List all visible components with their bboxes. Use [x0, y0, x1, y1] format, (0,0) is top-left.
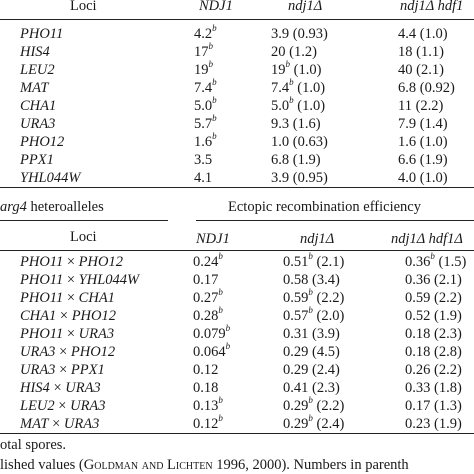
locus-a: URA3 [20, 362, 56, 378]
locus-pair [20, 272, 139, 289]
value: 0.57 [283, 308, 309, 324]
header2-ndj1: NDJ1 [196, 231, 230, 247]
locus-pair [20, 416, 99, 433]
value-ratio: (3.4) [308, 272, 340, 288]
footnote-marker: b [218, 305, 223, 316]
ndj1-delta-value [271, 152, 321, 169]
value-ratio: (2.2) [312, 398, 345, 414]
ndj1-delta-hdf1-efficiency [405, 272, 462, 289]
value: 0.17 [405, 398, 431, 414]
ndj1-delta-value [271, 77, 326, 97]
ndj1-value [194, 131, 217, 151]
locus-b: PHO12 [71, 308, 116, 324]
locus-a: CHA1 [20, 308, 57, 324]
times-sign: × [55, 362, 71, 378]
value-ratio: (3.9) [308, 326, 340, 342]
value: 0.18 [405, 344, 431, 360]
value-ratio: (1.9) [430, 416, 462, 432]
footnote-marker: b [225, 341, 231, 352]
locus-name: MAT [20, 80, 49, 96]
value-ratio: (1.0) [290, 62, 322, 78]
ndj1-delta-value [271, 59, 322, 79]
ndj1-delta-efficiency [283, 413, 345, 433]
times-sign: × [56, 308, 72, 324]
ndj1-value [194, 59, 213, 79]
value: 0.064 [193, 344, 226, 360]
footnote-marker: b [212, 113, 217, 124]
times-sign: × [49, 380, 66, 396]
value: 19 [271, 62, 286, 78]
locus-b: CHA1 [78, 290, 115, 306]
value: 9.3 (1.6) [271, 116, 321, 132]
value-ratio: (2.3) [430, 326, 462, 342]
ndj1-efficiency [193, 251, 223, 271]
value-ratio: (1.3) [430, 398, 462, 414]
value: 0.079 [193, 326, 226, 342]
ndj1-value [194, 152, 212, 169]
locus-a: URA3 [20, 344, 56, 360]
value: 0.18 [193, 380, 219, 396]
times-sign: × [63, 254, 79, 270]
value-ratio: (1.5) [434, 254, 467, 270]
ndj1-delta-efficiency [283, 251, 345, 271]
value: 20 (1.2) [271, 44, 317, 60]
locus-a: HIS4 [20, 380, 50, 396]
value: 6.8 (1.9) [271, 152, 321, 168]
value-ratio: (2.3) [308, 380, 340, 396]
locus-name: PPX1 [20, 152, 54, 168]
locus-a: MAT [20, 416, 49, 432]
value: 0.52 [405, 308, 431, 324]
value: 0.12 [193, 416, 219, 432]
ndj1-delta-hdf1-value: 6.6 (1.9) [398, 152, 448, 168]
ndj1-delta-hdf1-efficiency [405, 290, 462, 307]
footnote-marker: b [308, 251, 313, 262]
locus-pair [20, 380, 101, 397]
value: 1.6 [194, 134, 213, 150]
value: 0.29 [283, 362, 309, 378]
footnote-2-post: 1996, 2000). Numbers in parenth [212, 457, 409, 473]
ndj1-efficiency [193, 323, 231, 343]
footnote-marker: b [289, 77, 294, 88]
value: 0.23 [405, 416, 431, 432]
ndj1-value [194, 23, 217, 43]
header-ndj1-delta-hdf1: ndj1Δ hdf1 [400, 0, 464, 14]
value: 0.13 [193, 398, 219, 414]
ndj1-delta-hdf1-efficiency [405, 344, 462, 361]
value: 0.17 [193, 272, 219, 288]
locus-b: YHL044W [78, 272, 140, 288]
locus-pair [20, 362, 105, 379]
value-ratio: (2.4) [308, 362, 340, 378]
ndj1-delta-hdf1-efficiency [405, 326, 462, 343]
locus-name: YHL044W [20, 170, 81, 186]
times-sign: × [55, 344, 71, 360]
footnote-marker: b [285, 59, 290, 70]
value: 0.12 [193, 362, 219, 378]
value: 0.59 [283, 290, 309, 306]
locus-pair [20, 308, 116, 325]
value: 5.0 [271, 98, 290, 114]
value: 0.24 [193, 254, 219, 270]
value: 4.1 [194, 170, 213, 186]
locus-a: LEU2 [20, 398, 55, 414]
ndj1-value [194, 170, 212, 187]
ndj1-delta-hdf1-value: 18 (1.1) [398, 44, 444, 60]
ndj1-delta-efficiency [283, 362, 340, 379]
ndj1-efficiency [193, 362, 218, 379]
value-ratio: (2.2) [430, 290, 462, 306]
ndj1-delta-hdf1-value: 4.0 (1.0) [398, 170, 448, 186]
footnote-1: otal spores. [0, 437, 67, 453]
ndj1-delta-hdf1-efficiency [405, 416, 462, 433]
header2-rule [0, 250, 474, 251]
footnote-marker: b [308, 395, 313, 406]
value: 0.33 [405, 380, 431, 396]
value: 0.51 [283, 254, 309, 270]
ndj1-delta-hdf1-value: 11 (2.2) [398, 98, 444, 114]
locus-pair [20, 398, 106, 415]
footnote-marker: b [212, 95, 217, 106]
value: 0.41 [283, 380, 309, 396]
times-sign: × [48, 416, 64, 432]
times-sign: × [54, 398, 71, 414]
value-ratio: (1.8) [430, 380, 462, 396]
footnote-marker: b [218, 287, 223, 298]
ectopic-label: Ectopic recombination efficiency [228, 199, 421, 215]
footnote-marker: b [218, 251, 223, 262]
heteroalleles-label-rest: heteroalleles [26, 199, 104, 215]
header-ndj1-delta: ndj1Δ [288, 0, 323, 14]
locus-a: PHO11 [20, 272, 64, 288]
footnote-marker: b [308, 287, 313, 298]
header2-loci: Loci [70, 229, 97, 245]
ndj1-delta-hdf1-efficiency [405, 308, 462, 325]
locus-pair [20, 344, 115, 361]
footnote-marker: b [212, 23, 217, 34]
locus-a: PHO11 [20, 290, 64, 306]
locus-name: CHA1 [20, 98, 57, 114]
value: 4.2 [194, 26, 213, 42]
value: 0.29 [283, 416, 309, 432]
locus-b: URA3 [78, 326, 115, 342]
value-ratio: (1.0) [293, 98, 326, 114]
value-ratio: (1.0) [293, 80, 326, 96]
ndj1-delta-value [271, 170, 328, 187]
value: 5.0 [194, 98, 213, 114]
heteroalleles-label [0, 199, 104, 216]
ndj1-delta-hdf1-efficiency [405, 380, 462, 397]
locus-pair [20, 326, 114, 343]
ndj1-delta-efficiency [283, 326, 340, 343]
locus-name: PHO11 [20, 26, 64, 42]
ndj1-efficiency [193, 380, 218, 397]
ndj1-delta-efficiency [283, 344, 340, 361]
times-sign: × [63, 326, 79, 342]
footnote-marker: b [208, 41, 213, 52]
footnote-marker: b [212, 77, 217, 88]
footnote-marker: b [218, 395, 223, 406]
locus-a: PHO11 [20, 326, 64, 342]
locus-name: URA3 [20, 116, 56, 132]
value: 5.7 [194, 116, 213, 132]
ndj1-delta-hdf1-value: 1.6 (1.0) [398, 134, 448, 150]
value-ratio: (2.2) [430, 362, 462, 378]
ndj1-delta-hdf1-value: 7.9 (1.4) [398, 116, 448, 132]
value-ratio: (2.1) [430, 272, 462, 288]
footnote-2 [0, 457, 409, 474]
value-ratio: (2.8) [430, 344, 462, 360]
locus-b: URA3 [65, 380, 101, 396]
left-subrule [0, 220, 168, 221]
ndj1-delta-efficiency [283, 305, 345, 325]
locus-b: URA3 [63, 416, 100, 432]
section-rule [0, 187, 474, 188]
value: 3.9 (0.95) [271, 170, 328, 186]
ndj1-delta-value [271, 26, 328, 43]
ndj1-efficiency [193, 305, 223, 325]
footnote-marker: b [289, 95, 294, 106]
times-sign: × [63, 272, 79, 288]
value: 7.4 [194, 80, 213, 96]
locus-b: PPX1 [70, 362, 105, 378]
value: 3.5 [194, 152, 213, 168]
footnote-marker: b [208, 59, 213, 70]
footnote-2-authors: Goldman and Lichten [83, 457, 213, 473]
value: 0.58 [283, 272, 309, 288]
footnote-marker: b [218, 413, 223, 424]
value: 0.28 [193, 308, 219, 324]
header2-ndj1-delta-hdf1: ndj1Δ hdf1Δ [391, 231, 463, 247]
value: 3.9 (0.93) [271, 26, 328, 42]
value: 1.0 (0.63) [271, 134, 328, 150]
footnote-marker: b [430, 251, 435, 262]
footnote-marker: b [308, 413, 313, 424]
value-ratio: (2.0) [312, 308, 345, 324]
table-end-rule [0, 433, 474, 434]
ndj1-delta-hdf1-efficiency [405, 251, 467, 271]
ndj1-delta-value [271, 95, 326, 115]
value-ratio: (2.1) [312, 254, 345, 270]
arg4-label: arg4 [0, 199, 27, 215]
value: 0.36 [405, 272, 431, 288]
ndj1-delta-efficiency [283, 287, 345, 307]
value-ratio: (4.5) [308, 344, 340, 360]
ndj1-delta-value [271, 44, 317, 61]
header2-ndj1-delta: ndj1Δ [300, 231, 335, 247]
locus-pair [20, 290, 115, 307]
value-ratio: (1.9) [430, 308, 462, 324]
right-subrule [196, 220, 474, 221]
locus-name: LEU2 [20, 62, 55, 78]
locus-b: PHO12 [78, 254, 123, 270]
header-rule [0, 19, 474, 20]
value: 0.29 [283, 344, 309, 360]
value: 0.18 [405, 326, 431, 342]
locus-name: HIS4 [20, 44, 50, 60]
ndj1-delta-hdf1-value: 6.8 (0.92) [398, 80, 455, 96]
footnote-marker: b [212, 131, 217, 142]
value: 0.29 [283, 398, 309, 414]
value: 0.59 [405, 290, 431, 306]
times-sign: × [63, 290, 79, 306]
locus-a: PHO11 [20, 254, 64, 270]
ndj1-delta-hdf1-value: 4.4 (1.0) [398, 26, 448, 42]
value: 0.27 [193, 290, 219, 306]
ndj1-delta-hdf1-value: 40 (2.1) [398, 62, 444, 78]
value-ratio: (2.4) [312, 416, 345, 432]
ndj1-efficiency [193, 272, 218, 289]
value: 17 [194, 44, 209, 60]
header-loci: Loci [70, 0, 97, 14]
ndj1-delta-value [271, 134, 328, 151]
locus-name: PHO12 [20, 134, 65, 150]
locus-b: URA3 [70, 398, 106, 414]
locus-b: PHO12 [70, 344, 116, 360]
footnote-marker: b [225, 323, 231, 334]
ndj1-delta-hdf1-efficiency [405, 362, 462, 379]
value: 7.4 [271, 80, 290, 96]
value: 19 [194, 62, 209, 78]
value: 0.36 [405, 254, 431, 270]
ndj1-efficiency [193, 341, 231, 361]
ndj1-delta-efficiency [283, 395, 345, 415]
value: 0.26 [405, 362, 431, 378]
locus-pair [20, 254, 123, 271]
ndj1-efficiency [193, 413, 223, 433]
value-ratio: (2.2) [312, 290, 345, 306]
ndj1-delta-hdf1-efficiency [405, 398, 462, 415]
value: 0.31 [283, 326, 309, 342]
ndj1-delta-value [271, 116, 321, 133]
footnote-2-pre: lished values ( [0, 457, 84, 473]
header-ndj1: NDJ1 [199, 0, 233, 14]
footnote-marker: b [308, 305, 313, 316]
